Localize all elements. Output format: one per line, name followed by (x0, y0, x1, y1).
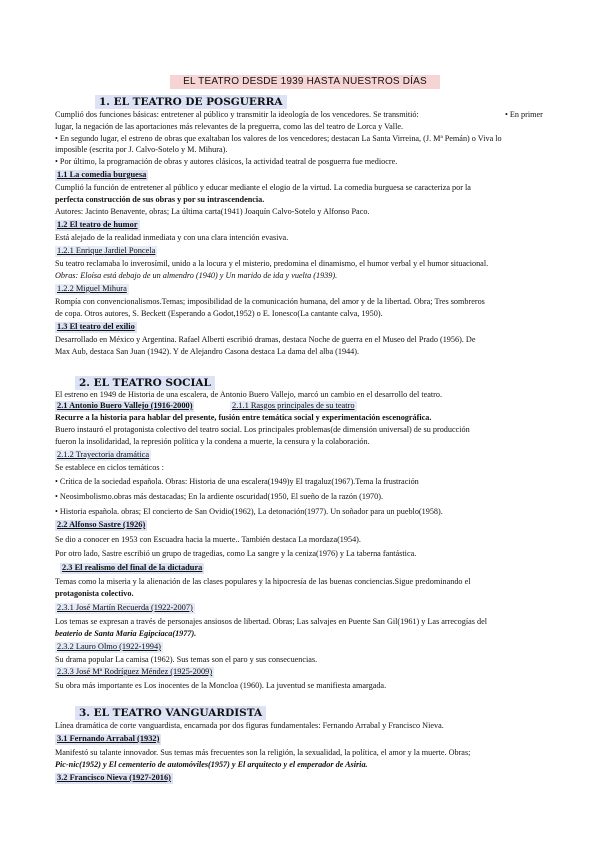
document-title: EL TEATRO DESDE 1939 HASTA NUESTROS DÍAS (170, 75, 440, 89)
paragraph-fragment: • En primer (505, 110, 543, 119)
paragraph: Se establece en ciclos temáticos : (55, 463, 164, 472)
paragraph: fueron la insolidaridad, la represión política y la condena a muerte, la censura y la colaboración. (55, 437, 370, 446)
paragraph: El estreno en 1949 de Historia de una escalera, de Antonio Buero Vallejo, marcó un cambio en el desarrollo del teatro. (55, 390, 443, 399)
subheading-realismo: 2.3 El realismo del final de la dictadura (62, 563, 203, 572)
subheading-lauro-olmo: 2.3.2 Lauro Olmo (1922-1994) (57, 642, 161, 651)
paragraph: Está alejado de la realidad inmediata y con una clara intención evasiva. (55, 233, 289, 242)
paragraph: Cumplió la función de entretener al público y educar mediante el elogio de la virtud. La comedia burguesa se caracteriza por la (55, 183, 471, 192)
paragraph: Su teatro reclamaba lo inverosímil, unido a la locura y el misterio, predomina el dinamismo, el humor verbal y el humor situacional. (55, 259, 489, 268)
section-heading-vanguardista: 3. EL TEATRO VANGUARDISTA (75, 706, 266, 720)
paragraph: Max Aub, destaca San Juan (1942). Y de Alejandro Casona destaca La dama del alba (1944). (55, 347, 360, 356)
subheading-mihura: 1.2.2 Miguel Mihura (57, 284, 127, 293)
paragraph: Pic-nic(1952) y El cementerio de automóviles(1957) y El arquitecto y el emperador de Asiria. (55, 760, 368, 769)
subheading-exilio: 1.3 El teatro del exilio (57, 322, 135, 331)
subheading-rasgos: 2.1.1 Rasgos principales de su teatro (232, 401, 355, 410)
paragraph: Desarrollado en México y Argentina. Rafael Alberti escribió dramas, destaca Noche de guerra en el Museo del Prado (1956). De (55, 335, 476, 344)
paragraph: Rompía con convencionalismos.Temas; imposibilidad de la comunicación humana, del amor y de la libertad. Obra; Tres sombreros (55, 297, 485, 306)
paragraph: beaterio de Santa María Egipciaca(1977). (55, 629, 197, 638)
paragraph: • En segundo lugar, el estreno de obras que exaltaban los valores de los vencedores; destacan La Santa Virreina, (J. Mª Pemán) o Viva lo (55, 134, 502, 143)
paragraph: Recurre a la historia para hablar del presente, fusión entre temática social y experimentación escenográfica. (55, 413, 432, 422)
paragraph: lugar, la negación de las aportaciones más relevantes de la preguerra, como las del teatro de Lorca y Valle. (55, 122, 404, 131)
subheading-alfonso-sastre: 2.2 Alfonso Sastre (1926) (57, 520, 146, 529)
subheading-comedia-burguesa: 1.1 La comedia burguesa (57, 170, 147, 179)
subheading-buero-vallejo: 2.1 Antonio Buero Vallejo (1916-2000) (57, 401, 193, 410)
paragraph: Cumplió dos funciones básicas: entretener al público y transmitir la ideología de los vencedores. Se transmitió: (55, 110, 419, 119)
paragraph: Su obra más importante es Los inocentes de la Moncloa (1960). La juventud se manifiesta amargada. (55, 681, 387, 690)
subheading-teatro-humor: 1.2 El teatro de humor (57, 220, 138, 229)
subheading-jardiel-poncela: 1.2.1 Enrique Jardiel Poncela (57, 246, 156, 255)
paragraph: Por otro lado, Sastre escribió un grupo de tragedias, como La sangre y la ceniza(1976) y La taberna fantástica. (55, 549, 417, 558)
paragraph: Manifestó su talante innovador. Sus temas más frecuentes son la religión, la sexualidad, la política, el amor y la muerte. Obras; (55, 748, 471, 757)
paragraph: Línea dramática de corte vanguardista, encarnada por dos figuras fundamentales: Fernando Arrabal y Francisco Nieva. (55, 721, 444, 730)
paragraph: Buero instauró el protagonista colectivo del teatro social. Los principales problemas(de dimensión universal) de su producción (55, 425, 470, 434)
paragraph: Autores: Jacinto Benavente, obras; La última carta(1941) Joaquín Calvo-Sotelo y Alfonso Paco. (55, 207, 370, 216)
paragraph: • Por último, la programación de obras y autores clásicos, la actividad teatral de posguerra fue mediocre. (55, 157, 398, 166)
paragraph: Su drama popular La camisa (1962). Sus temas son el paro y sus consecuencias. (55, 655, 318, 664)
subheading-nieva: 3.2 Francisco Nieva (1927-2016) (57, 773, 171, 782)
paragraph: Se dio a conocer en 1953 con Escuadra hacia la muerte.. También destaca La mordaza(1954). (55, 535, 361, 544)
subheading-rodriguez-mendez: 2.3.3 José Mª Rodríguez Méndez (1925-2009) (57, 667, 213, 676)
section-heading-posguerra: 1. EL TEATRO DE POSGUERRA (95, 95, 287, 109)
paragraph: imposible (escrita por J. Calvo-Sotelo y M. Mihura). (55, 145, 228, 154)
paragraph: protagonista colectivo. (55, 589, 134, 598)
paragraph: Obras: Eloísa está debajo de un almendro (1940) y Un marido de ida y vuelta (1939). (55, 271, 338, 280)
list-item: • Neosimbolismo.obras más destacadas; En la ardiente oscuridad(1950, El sueño de la razón (1970). (55, 492, 383, 501)
paragraph: perfecta construcción de sus obras y por su intrascendencia. (55, 195, 265, 204)
section-heading-teatro-social: 2. EL TEATRO SOCIAL (75, 376, 215, 390)
list-item: • Historia española. obras; El concierto de San Ovidio(1962), La detonación(1977). Un soñador para un pueblo(1958). (55, 507, 443, 516)
paragraph: de copa. Otros autores, S. Beckett (Esperando a Godot,1952) o E. Ionesco(La cantante calva, 1950). (55, 309, 383, 318)
subheading-martin-recuerda: 2.3.1 José Martín Recuerda (1922-2007) (57, 603, 193, 612)
paragraph: Temas como la miseria y la alienación de las clases populares y la hipocresía de las buenas conciencias.Sigue predominando el (55, 577, 471, 586)
list-item: • Crítica de la sociedad española. Obras: Historia de una escalera(1949)y El tragaluz(1967).Tema la frustración (55, 477, 419, 486)
subheading-arrabal: 3.1 Fernando Arrabal (1932) (57, 734, 160, 743)
subheading-trayectoria: 2.1.2 Trayectoria dramática (57, 450, 150, 459)
paragraph: Los temas se expresan a través de personajes ansiosos de libertad. Obras; Las salvajes en Puente San Gil(1961) y Las arrecogías del (55, 617, 487, 626)
